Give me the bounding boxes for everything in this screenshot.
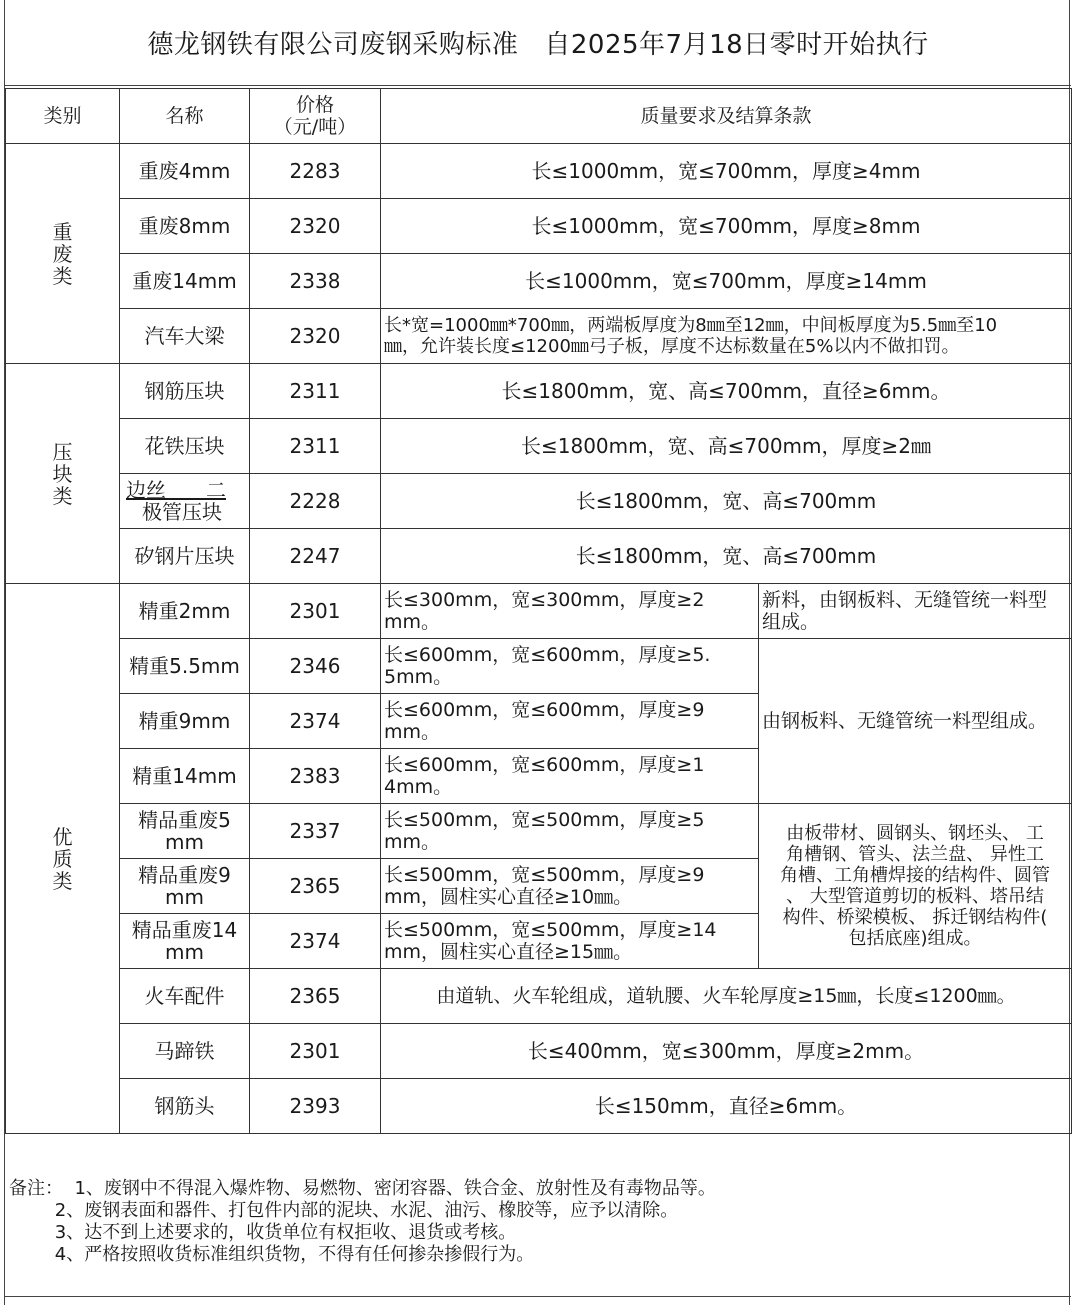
header-terms: 质量要求及结算条款: [381, 89, 1072, 144]
category-heavy: 重 废 类: [6, 144, 120, 364]
row-terms: 长≤150mm，直径≥6mm。: [381, 1079, 1072, 1134]
row-name: 精品重废9 mm: [120, 859, 250, 914]
table-row: [6, 1024, 1072, 1079]
row-terms: 长≤1800mm，宽、高≤700mm，厚度≥2㎜: [381, 419, 1072, 474]
row-name: 钢筋压块: [120, 364, 250, 419]
row-spec: 长≤600mm，宽≤600mm，厚度≥9 mm。: [381, 694, 759, 749]
table-row: [6, 309, 1072, 364]
category-press: 压 块 类: [6, 364, 120, 584]
table-row: [6, 199, 1072, 254]
row-name: 精品重废5 mm: [120, 804, 250, 859]
page-title: [5, 0, 1071, 86]
table-row: [6, 144, 1072, 199]
row-spec: 长≤500mm，宽≤500mm，厚度≥5 mm。: [381, 804, 759, 859]
table-row: [6, 969, 1072, 1024]
row-price: 2320: [250, 309, 381, 364]
table-row: [6, 364, 1072, 419]
row-price: 2383: [250, 749, 381, 804]
row-spec: 长≤300mm，宽≤300mm，厚度≥2 mm。: [381, 584, 759, 639]
remark-1: 备注： 1、废钢中不得混入爆炸物、易燃物、密闭容器、铁合金、放射性及有毒物品等。: [9, 1178, 716, 1199]
table-row: [6, 804, 1072, 859]
row-price: 2374: [250, 694, 381, 749]
category-premium: 优 质 类: [6, 584, 120, 1134]
standards-table: [5, 88, 1072, 1134]
table-row: [6, 639, 1072, 694]
row-price: 2247: [250, 529, 381, 584]
spreadsheet: [4, 0, 1070, 1305]
row-name: 花铁压块: [120, 419, 250, 474]
row-name: 汽车大梁: [120, 309, 250, 364]
remark-2: 2、废钢表面和器件、打包件内部的泥块、水泥、油污、橡胶等，应予以清除。: [9, 1200, 679, 1221]
table-row: [6, 254, 1072, 309]
table-row: [6, 474, 1072, 529]
header-price: [250, 89, 381, 144]
header-name: 名称: [120, 89, 250, 144]
remark-4: 4、严格按照收货标准组织货物，不得有任何掺杂掺假行为。: [9, 1244, 535, 1265]
row-terms: 长*宽=1000㎜*700㎜，两端板厚度为8㎜至12㎜，中间板厚度为5.5㎜至10 ㎜，允许装长度≤1200㎜弓子板，厚度不达标数量在5%以内不做扣罚。: [381, 309, 1072, 364]
row-price: 2346: [250, 639, 381, 694]
row-terms: 长≤1000mm，宽≤700mm，厚度≥4mm: [381, 144, 1072, 199]
row-name: 马蹄铁: [120, 1024, 250, 1079]
row-terms: 由道轨、火车轮组成，道轨腰、火车轮厚度≥15㎜，长度≤1200㎜。: [381, 969, 1072, 1024]
header-category: 类别: [6, 89, 120, 144]
header-price-line1: 价格: [295, 94, 334, 116]
row-name: 矽钢片压块: [120, 529, 250, 584]
table-row: [6, 419, 1072, 474]
row-price: 2393: [250, 1079, 381, 1134]
row-price: 2301: [250, 584, 381, 639]
remark-3: 3、达不到上述要求的，收货单位有权拒收、退货或考核。: [9, 1222, 517, 1243]
merged-terms-group-b: 由板带材、圆钢头、钢坯头、 工 角槽钢、管头、法兰盘、 异性工 角槽、工角槽焊接的结构件、圆管 、 大型管道剪切的板料、塔吊结 构件、桥梁模板、 拆迁钢结构件( 包括底座)组成。: [759, 804, 1072, 969]
remarks: [9, 1178, 716, 1266]
row-spec: 长≤600mm，宽≤600mm，厚度≥5. 5mm。: [381, 639, 759, 694]
row-name: 精重9mm: [120, 694, 250, 749]
row-terms: 长≤1000mm，宽≤700mm，厚度≥14mm: [381, 254, 1072, 309]
row-price: 2365: [250, 859, 381, 914]
title-effective-date: 自2025年7月18日零时开始执行: [544, 30, 929, 60]
row-price: 2311: [250, 419, 381, 474]
row-price: 2365: [250, 969, 381, 1024]
row-terms: 长≤1800mm，宽、高≤700mm，直径≥6mm。: [381, 364, 1072, 419]
row-price: 2283: [250, 144, 381, 199]
row-name: 精重2mm: [120, 584, 250, 639]
row-name: 钢筋头: [120, 1079, 250, 1134]
row-price: 2337: [250, 804, 381, 859]
row-price: 2338: [250, 254, 381, 309]
row-extra: 新料，由钢板料、无缝管统一料型 组成。: [759, 584, 1072, 639]
row-name: 重废4mm: [120, 144, 250, 199]
row-terms: 长≤1800mm，宽、高≤700mm: [381, 474, 1072, 529]
row-price: 2311: [250, 364, 381, 419]
table-row: [6, 1079, 1072, 1134]
bottom-border: [5, 1296, 1071, 1297]
row-name: 边丝 二 极管压块: [120, 474, 250, 529]
title-main: 德龙钢铁有限公司废钢采购标准: [147, 30, 519, 60]
row-terms: 长≤400mm，宽≤300mm，厚度≥2mm。: [381, 1024, 1072, 1079]
row-name: 精重5.5mm: [120, 639, 250, 694]
row-name: 火车配件: [120, 969, 250, 1024]
row-price: 2228: [250, 474, 381, 529]
row-terms: 长≤1000mm，宽≤700mm，厚度≥8mm: [381, 199, 1072, 254]
row-name: 重废14mm: [120, 254, 250, 309]
row-terms: 长≤1800mm，宽、高≤700mm: [381, 529, 1072, 584]
row-price: 2320: [250, 199, 381, 254]
row-spec: 长≤600mm，宽≤600mm，厚度≥1 4mm。: [381, 749, 759, 804]
row-name: 精重14mm: [120, 749, 250, 804]
table-row: [6, 584, 1072, 639]
row-spec: 长≤500mm，宽≤500mm，厚度≥14 mm，圆柱实心直径≥15㎜。: [381, 914, 759, 969]
row-name: 精品重废14 mm: [120, 914, 250, 969]
merged-terms-group-a: 由钢板料、无缝管统一料型组成。: [759, 639, 1072, 804]
row-name: 重废8mm: [120, 199, 250, 254]
table-header: [6, 89, 1072, 144]
header-price-line2: （元/吨）: [273, 116, 357, 138]
row-price: 2374: [250, 914, 381, 969]
row-price: 2301: [250, 1024, 381, 1079]
table-row: [6, 529, 1072, 584]
row-spec: 长≤500mm，宽≤500mm，厚度≥9 mm，圆柱实心直径≥10㎜。: [381, 859, 759, 914]
